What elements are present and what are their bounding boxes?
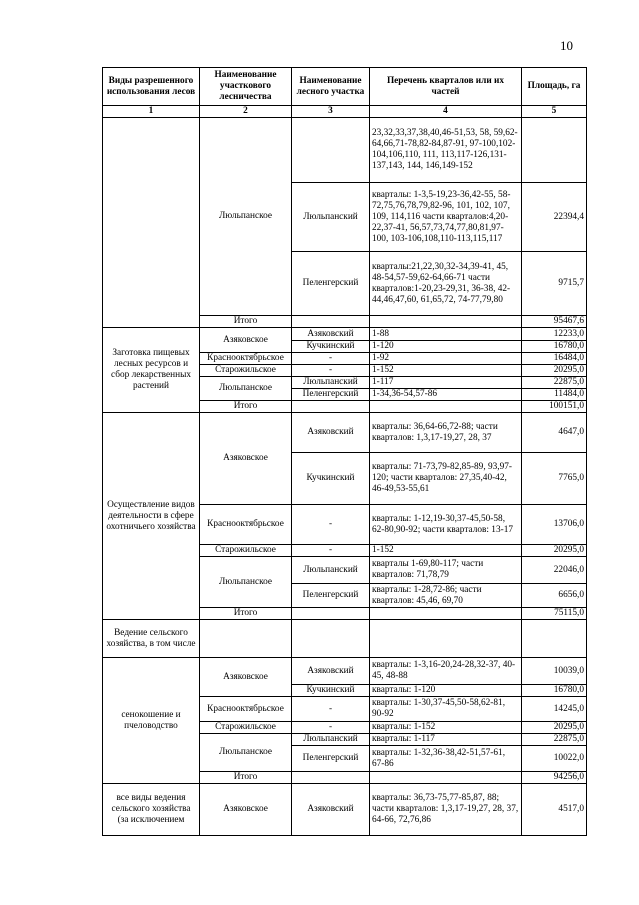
area-cell: 22046,0 [522,557,587,584]
site-cell: Пеленгерский [292,252,370,316]
area-cell [522,620,587,658]
site-cell: Люльпанский [292,183,370,252]
site-cell [292,316,370,328]
forestry-cell: Азяковское [200,328,292,353]
total-label: Итого [200,316,292,328]
page-number: 10 [560,38,573,53]
area-cell: 14245,0 [522,697,587,722]
quarters-cell: кварталы: 1-3,5-19,23-36,42-55, 58-72,75,76,78,79,82-96, 101, 102, 107, 109, 114,116 части кварталов:4,20-22,37-41, 56,57,73,74,77,80,81,97-100, 103-106,108,110-113,115,117 [370,183,522,252]
header-use-type: Виды разрешенного использования лесов [103,68,200,106]
quarters-cell: 1-152 [370,545,522,557]
table-row [103,413,587,453]
table-row [103,658,587,685]
area-cell: 16780,0 [522,341,587,353]
site-cell: Кучкинский [292,685,370,697]
quarters-cell: 1-117 [370,377,522,389]
quarters-cell: кварталы: 1-152 [370,722,522,734]
use-type-cell: сенокошение и пчеловодство [103,658,200,784]
site-cell: Пеленгерский [292,389,370,401]
quarters-cell: кварталы: 1-30,37-45,50-58,62-81, 90-92 [370,697,522,722]
forestry-cell: Азяковское [200,784,292,836]
site-cell [292,608,370,620]
header-quarters: Перечень кварталов или их частей [370,68,522,106]
site-cell: Азяковский [292,658,370,685]
area-cell: 6656,0 [522,584,587,608]
quarters-cell: 1-92 [370,353,522,365]
quarters-cell: кварталы: 36,64-66,72-88; части кварталов: 1,3,17-19,27, 28, 37 [370,413,522,453]
header-row [103,68,587,106]
col-number: 1 [103,106,200,118]
total-area: 94256,0 [522,772,587,784]
table-row [103,784,587,836]
use-type-cell: Заготовка пищевых лесных ресурсов и сбор лекарственных растений [103,328,200,413]
quarters-cell: кварталы: 1-12,19-30,37-45,50-58, 62-80,90-92; части кварталов: 13-17 [370,505,522,545]
forestry-cell: Краснооктябрьское [200,505,292,545]
total-label: Итого [200,772,292,784]
site-cell: Азяковский [292,413,370,453]
site-cell [292,772,370,784]
area-cell: 16780,0 [522,685,587,697]
site-cell: Пеленгерский [292,746,370,772]
quarters-cell: кварталы: 1-28,72-86; части кварталов: 45,46, 69,70 [370,584,522,608]
total-area: 100151,0 [522,401,587,413]
quarters-cell: 1-88 [370,328,522,341]
forestry-cell: Старожильское [200,722,292,734]
area-cell: 20295,0 [522,722,587,734]
quarters-cell: кварталы: 71-73,79-82,85-89, 93,97-120; части кварталов: 27,35,40-42, 46-49,53-55,61 [370,453,522,505]
site-cell: - [292,365,370,377]
quarters-cell: кварталы: 1-120 [370,685,522,697]
use-type-cell: Осуществление видов деятельности в сфере охотничьего хозяйства [103,413,200,620]
site-cell: Азяковский [292,784,370,836]
quarters-cell: кварталы 1-69,80-117; части кварталов: 71,78,79 [370,557,522,584]
site-cell [292,118,370,183]
forestry-cell [200,620,292,658]
quarters-cell [370,401,522,413]
site-cell: Люльпанский [292,734,370,746]
quarters-cell: 1-120 [370,341,522,353]
quarters-cell: 1-34,36-54,57-86 [370,389,522,401]
area-cell: 20295,0 [522,545,587,557]
area-cell: 10039,0 [522,658,587,685]
area-cell: 22875,0 [522,377,587,389]
quarters-cell: кварталы:21,22,30,32-34,39-41, 45, 48-54,57-59,62-64,66-71 части кварталов:1-20,23-29,31, 36-38, 42-44,46,47,60, 61,65,72, 74-77,79,80 [370,252,522,316]
area-cell: 11484,0 [522,389,587,401]
area-cell: 4647,0 [522,413,587,453]
site-cell: - [292,505,370,545]
table-row [103,328,587,341]
area-cell: 20295,0 [522,365,587,377]
quarters-cell [370,772,522,784]
use-type-cell: все виды ведения сельского хозяйства (за исключением [103,784,200,836]
total-label: Итого [200,608,292,620]
quarters-cell: кварталы: 1-117 [370,734,522,746]
site-cell: Кучкинский [292,341,370,353]
header-area: Площадь, га [522,68,587,106]
forestry-cell: Азяковское [200,413,292,505]
use-type-cell [103,118,200,328]
area-cell: 22394,4 [522,183,587,252]
total-area: 75115,0 [522,608,587,620]
quarters-cell: кварталы: 1-3,16-20,24-28,32-37, 40-45, 48-88 [370,658,522,685]
quarters-cell [370,620,522,658]
column-number-row [103,106,587,118]
site-cell: Кучкинский [292,453,370,505]
forest-use-table [102,67,587,836]
table-row [103,620,587,658]
site-cell: - [292,722,370,734]
use-type-cell: Ведение сельского хозяйства, в том числе [103,620,200,658]
site-cell: Люльпанский [292,557,370,584]
area-cell: 9715,7 [522,252,587,316]
forestry-cell: Люльпанское [200,734,292,772]
forestry-cell: Старожильское [200,545,292,557]
quarters-cell: кварталы: 36,73-75,77-85,87, 88; части кварталов: 1,3,17-19,27, 28, 37, 64-66, 72,76,86 [370,784,522,836]
forestry-cell: Люльпанское [200,377,292,401]
forestry-cell: Краснооктябрьское [200,697,292,722]
col-number: 2 [200,106,292,118]
col-number: 5 [522,106,587,118]
site-cell: Люльпанский [292,377,370,389]
total-area: 95467,6 [522,316,587,328]
quarters-cell: 23,32,33,37,38,40,46-51,53, 58, 59,62-64,66,71-78,82-84,87-91, 97-100,102-104,106,110, 111, 113,117-126,131-137,143, 144, 146,149-152 [370,118,522,183]
header-forestry: Наименование участкового лесничества [200,68,292,106]
site-cell: Пеленгерский [292,584,370,608]
col-number: 4 [370,106,522,118]
site-cell: - [292,353,370,365]
forestry-cell: Люльпанское [200,118,292,316]
quarters-cell [370,316,522,328]
area-cell: 4517,0 [522,784,587,836]
area-cell: 7765,0 [522,453,587,505]
area-cell: 16484,0 [522,353,587,365]
area-cell [522,118,587,183]
quarters-cell: кварталы: 1-32,36-38,42-51,57-61, 67-86 [370,746,522,772]
header-site: Наименование лесного участка [292,68,370,106]
forestry-cell: Азяковское [200,658,292,697]
col-number: 3 [292,106,370,118]
site-cell: - [292,697,370,722]
area-cell: 22875,0 [522,734,587,746]
area-cell: 12233,0 [522,328,587,341]
site-cell [292,401,370,413]
site-cell: - [292,545,370,557]
total-label: Итого [200,401,292,413]
area-cell: 13706,0 [522,505,587,545]
quarters-cell [370,608,522,620]
quarters-cell: 1-152 [370,365,522,377]
table-row [103,118,587,183]
forestry-cell: Краснооктябрьское [200,353,292,365]
forestry-cell: Люльпанское [200,557,292,608]
site-cell [292,620,370,658]
area-cell: 10022,0 [522,746,587,772]
forestry-cell: Старожильское [200,365,292,377]
site-cell: Азяковский [292,328,370,341]
